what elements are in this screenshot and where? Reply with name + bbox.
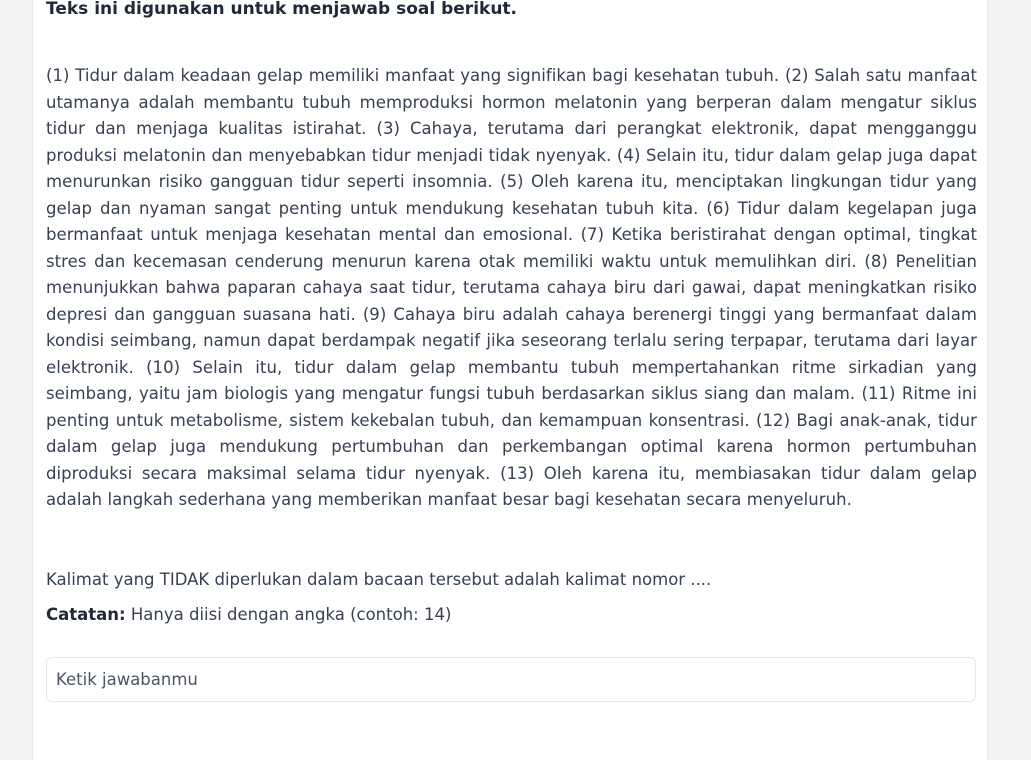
note-label: Catatan: <box>46 605 126 624</box>
page-background <box>0 0 6 734</box>
question-text: Kalimat yang TIDAK diperlukan dalam bacaan tersebut adalah kalimat nomor .... <box>46 570 712 589</box>
passage-instruction: Teks ini digunakan untuk menjawab soal berikut. <box>46 0 518 19</box>
answer-note <box>46 603 451 627</box>
reading-passage: (1) Tidur dalam keadaan gelap memiliki manfaat yang signifikan bagi kesehatan tubuh. (2) Salah satu manfaat utamanya adalah membantu tubuh memproduksi hormon melatonin yang berperan dalam mengatur siklus tidur dan menjaga kualitas istirahat. (3) Cahaya, terutama dari perangkat elektronik, dapat mengganggu produksi melatonin dan menyebabkan tidur menjadi tidak nyenyak. (4) Selain itu, tidur dalam gelap juga dapat menurunkan risiko gangguan tidur seperti insomnia. (5) Oleh karena itu, menciptakan lingkungan tidur yang gelap dan nyaman sangat penting untuk mendukung kesehatan tubuh kita. (6) Tidur dalam kegelapan juga bermanfaat untuk menjaga kesehatan mental dan emosional. (7) Ketika beristirahat dengan optimal, tingkat stres dan kecemasan cenderung menurun karena otak memiliki waktu untuk memulihkan diri. (8) Penelitian menunjukkan bahwa paparan cahaya saat tidur, terutama cahaya biru dari gawai, dapat meningkatkan risiko depresi dan gangguan suasana hati. (9) Cahaya biru adalah cahaya berenergi tinggi yang bermanfaat dalam kondisi seimbang, namun dapat berdampak negatif jika seseorang terlalu sering terpapar, terutama dari layar elektronik. (10) Selain itu, tidur dalam gelap membantu tubuh mempertahankan ritme sirkadian yang seimbang, yaitu jam biologis yang mengatur fungsi tubuh berdasarkan siklus siang dan malam. (11) Ritme ini penting untuk metabolisme, sistem kekebalan tubuh, dan kemampuan konsentrasi. (12) Bagi anak-anak, tidur dalam gelap juga mendukung pertumbuhan dan perkembangan optimal karena hormon pertumbuhan diproduksi secara maksimal selama tidur nyenyak. (13) Oleh karena itu, membiasakan tidur dalam gelap adalah langkah sederhana yang memberikan manfaat besar bagi kesehatan secara menyeluruh. <box>46 66 977 509</box>
answer-field-container <box>46 657 976 702</box>
note-text: Hanya diisi dengan angka (contoh: 14) <box>125 605 452 624</box>
question-card <box>32 0 988 760</box>
answer-input[interactable] <box>47 658 975 701</box>
